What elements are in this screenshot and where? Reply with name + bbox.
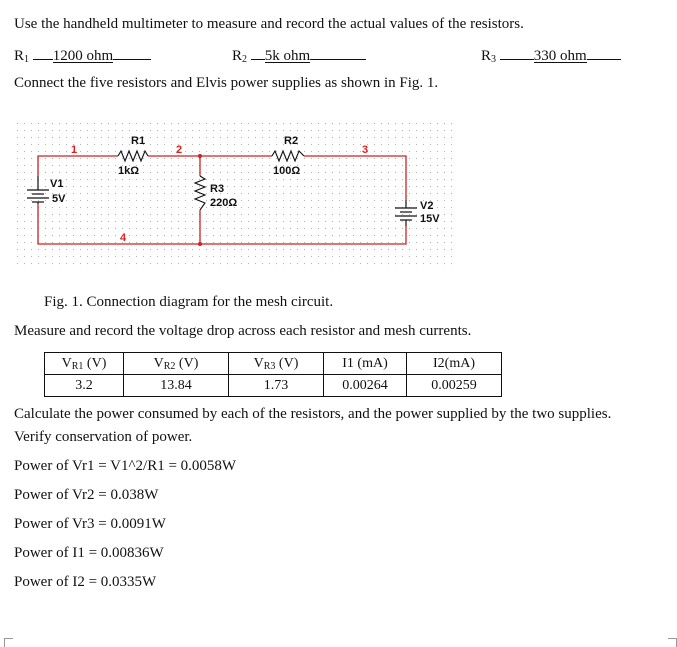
r2-blank-after [310,45,366,60]
power-i1: Power of I1 = 0.00836W [14,545,164,561]
r3-label: R3 [210,183,225,195]
v2-label: V2 [420,200,434,212]
header-vr2: $V_{R2}$ (V) [124,353,229,375]
node-label-3: 3 [362,144,369,156]
cell-vr2[interactable]: 13.84 [124,375,229,397]
cell-i2[interactable]: 0.00259 [407,375,502,397]
connect-text: Connect the five resistors and Elvis power supplies as shown in Fig. 1. [14,75,439,91]
v2-value-label: 15V [420,213,440,225]
r2-label: R2 [284,135,299,147]
node-label-4: 4 [120,232,127,244]
r2-resistor [272,151,304,161]
v1-value-label: 5V [52,193,66,205]
r1-measured [14,45,151,65]
r2-value[interactable]: 5k ohm [264,48,311,64]
table-row [45,375,502,397]
junction-top [198,154,202,158]
header-i2: I2(mA) [407,353,502,375]
r2-value-label: 100Ω [273,165,301,177]
measure-text: Measure and record the voltage drop across each resistor and mesh currents. [14,323,472,339]
header-vr3: $V_{R3}$ (V) [229,353,324,375]
r1-value[interactable]: 1200 ohm [52,48,114,64]
junction-bottom [198,242,202,246]
fig-caption: Fig. 1. Connection diagram for the mesh circuit. [44,294,334,310]
r1-resistor [118,151,148,161]
circuit-diagram [14,120,456,270]
r3-blank-before [500,45,534,60]
power-vr1: Power of Vr1 = V1^2/R1 = 0.0058W [14,458,237,474]
r3-measured [481,45,621,65]
r3-symbol: R [481,48,492,64]
r1-value-label: 1kΩ [118,165,140,177]
power-i2: Power of I2 = 0.0335W [14,574,157,590]
v1-battery-symbol [27,176,49,204]
measurement-table [44,352,502,397]
r2-blank-before [251,45,265,60]
r3-value[interactable]: 330 ohm [533,48,587,64]
power-vr2: Power of Vr2 = 0.038W [14,487,159,503]
cell-vr3[interactable]: 1.73 [229,375,324,397]
calc-line-2: Verify conservation of power. [14,429,193,445]
header-i1: I1 (mA) [324,353,407,375]
r1-blank-before [33,45,53,60]
r2-subscript: 2 [242,54,248,65]
r3-value-label: 220Ω [210,197,238,209]
v1-label: V1 [50,178,64,190]
r1-blank-after [113,45,151,60]
cell-vr1[interactable]: 3.2 [45,375,124,397]
table-header-row [45,353,502,375]
r3-blank-after [587,45,621,60]
node-label-2: 2 [176,144,183,156]
r1-symbol: R [14,48,25,64]
r2-measured [232,45,366,65]
power-vr3: Power of Vr3 = 0.0091W [14,516,166,532]
header-vr1: $V_{R1}$ (V) [45,353,124,375]
r1-subscript: 1 [24,54,30,65]
cell-i1[interactable]: 0.00264 [324,375,407,397]
r3-subscript: 3 [491,54,497,65]
node-label-1: 1 [71,144,78,156]
r3-resistor [195,176,205,210]
circuit-svg [14,120,456,270]
intro-text: Use the handheld multimeter to measure and record the actual values of the resistors. [14,16,524,32]
r1-label: R1 [131,135,146,147]
calc-line-1: Calculate the power consumed by each of the resistors, and the power supplied by the two supplies. [14,406,612,422]
v2-battery-symbol [395,200,417,226]
r2-symbol: R [232,48,243,64]
